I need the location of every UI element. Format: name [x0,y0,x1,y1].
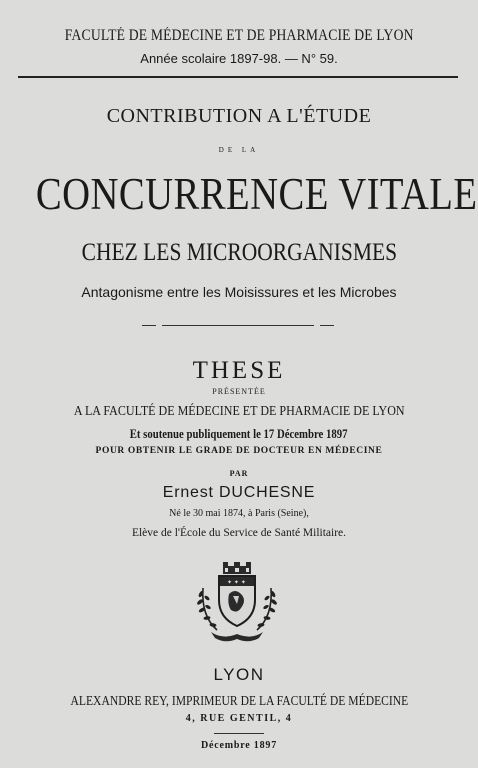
ornament-rule-center [162,325,314,326]
svg-text:✦ ✦ ✦: ✦ ✦ ✦ [227,579,246,586]
main-title [0,169,478,219]
imprint-city [0,666,478,683]
de-la-line [0,147,478,154]
main-title-text: CONCURRENCE VITALE [35,169,478,219]
city-arms-emblem [189,560,285,644]
defended-line [0,428,478,441]
student-line [0,528,478,540]
imprint-printer-text: ALEXANDRE REY, IMPRIMEUR DE LA FACULTÉ DE MÉDECINE [70,693,408,708]
purpose-line [0,447,478,457]
born-line [0,509,478,519]
to-faculty-text: A LA FACULTÉ DE MÉDECINE ET DE PHARMACIE DE LYON [73,404,405,419]
to-faculty-line [0,405,478,419]
par-text: PAR [229,469,249,478]
presentee-line [0,388,478,396]
contribution-heading-text: CONTRIBUTION A L'ÉTUDE [106,105,372,127]
purpose-text: POUR OBTENIR LE GRADE DE DOCTEUR EN MÉDECINE [95,446,383,456]
imprint-rule [214,733,264,734]
student-text: Elève de l'École du Service de Santé Militaire. [131,527,347,539]
imprint-address-text: 4, RUE GENTIL, 4 [185,713,293,724]
ribbon-icon [211,632,263,641]
faculty-heading [0,28,478,44]
mural-crown-icon [223,562,251,574]
defended-text: Et soutenue publiquement le 17 Décembre 1897 [130,427,348,441]
academic-year-line [0,52,478,65]
imprint-date [0,741,478,751]
de-la-text: DE LA [218,146,260,154]
subtitle-antagonisme-text: Antagonisme entre les Moisissures et les Microbes [81,284,397,300]
faculty-heading-text: FACULTÉ DE MÉDECINE ET DE PHARMACIE DE LYON [64,27,414,44]
academic-year-text: Année scolaire 1897-98. — N° 59. [140,51,338,66]
header-rule [18,76,458,78]
subtitle-antagonisme [0,285,478,299]
imprint-printer [0,694,478,708]
par-line [0,470,478,478]
ornament-rule-right [320,325,334,326]
born-text: Né le 30 mai 1874, à Paris (Seine), [169,508,309,519]
contribution-heading [0,106,478,126]
presentee-text: PRÉSENTÉE [212,387,266,396]
author-name [0,485,478,501]
imprint-address [0,714,478,724]
sub-title-text: CHEZ LES MICROORGANISMES [81,239,397,266]
ornament-rule-left [142,325,156,326]
these-heading [0,358,478,383]
imprint-date-text: Décembre 1897 [200,740,278,751]
these-heading-text: THESE [192,357,286,384]
imprint-city-text: LYON [213,665,265,684]
sub-title [0,240,478,265]
author-name-text: Ernest DUCHESNE [162,484,316,501]
